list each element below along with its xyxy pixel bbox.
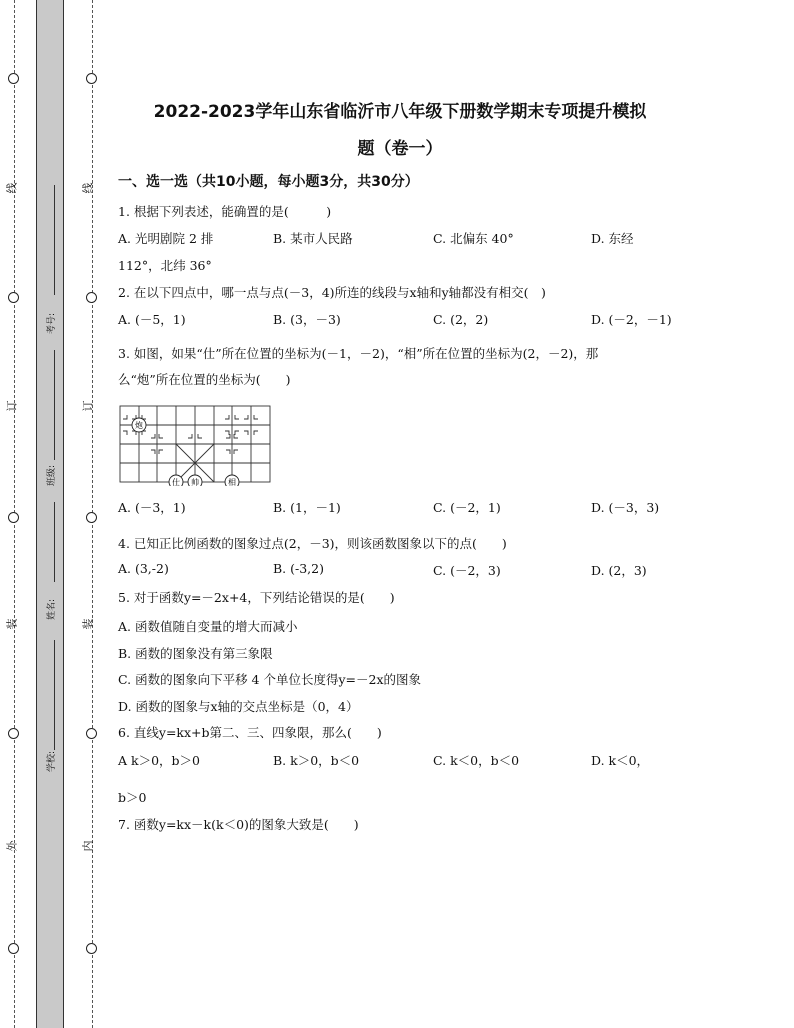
inner-margin-char: 订 [81,400,95,412]
binding-hole [8,728,19,739]
question-6-option-b[interactable]: B. k＞0，b＜0 [273,753,360,768]
binding-hole [86,292,97,303]
binding-band [36,0,64,1028]
question-2-option-b[interactable]: B. (3，－3) [273,312,341,327]
question-3-option-b[interactable]: B. (1，－1) [273,500,341,515]
question-5-option-c[interactable]: C. 函数的图象向下平移 4 个单位长度得y=－2x的图象 [118,672,422,687]
question-1-option-a[interactable]: A. 光明剧院 2 排 [118,231,214,246]
outer-margin-char: 订 [5,400,19,412]
inner-margin-char: 内 [81,840,95,852]
field-blank-class[interactable] [54,350,55,460]
question-4-option-c[interactable]: C. (－2，3) [433,563,501,578]
question-4-stem: 4. 已知正比例函数的图象过点(2，－3)，则该函数图象以下的点( ) [118,536,507,551]
question-2-stem: 2. 在以下四点中，哪一点与点(－3，4)所连的线段与x轴和y轴都没有相交( ) [118,285,546,300]
field-label-class: 班级: [47,464,57,486]
binding-hole [8,73,19,84]
question-6-option-a[interactable]: A k＞0，b＞0 [118,753,200,768]
piece-xiang: 相 [228,478,236,486]
question-6-stem: 6. 直线y=kx+b第二、三、四象限，那么( ) [118,725,382,740]
question-2-option-d[interactable]: D. (－2，－1) [591,312,672,327]
question-2-option-c[interactable]: C. (2，2) [433,312,489,327]
field-label-school: 学校: [47,750,57,772]
outer-margin-char: 装 [5,618,19,630]
question-6-option-d[interactable]: D. k＜0， [591,753,650,768]
question-3-option-d[interactable]: D. (－3，3) [591,500,660,515]
question-5-option-b[interactable]: B. 函数的图象没有第三象限 [118,646,273,661]
question-2-option-a[interactable]: A. (－5，1) [118,312,186,327]
question-5-option-d[interactable]: D. 函数的图象与x轴的交点坐标是（0，4） [118,699,359,714]
chinese-chess-board [118,404,272,486]
piece-shuai: 帅 [191,478,199,486]
binding-hole [86,728,97,739]
question-4-option-d[interactable]: D. (2，3) [591,563,647,578]
question-1-option-d-cont: 112°，北纬 36° [118,258,212,273]
question-3-stem-line2: 么“炮”所在位置的坐标为( ) [118,372,291,387]
binding-hole [8,292,19,303]
question-4-option-a[interactable]: A. (3,-2) [118,561,169,576]
question-3-option-c[interactable]: C. (－2，1) [433,500,501,515]
field-label-exam-number: 考号: [47,312,57,334]
question-1-stem: 1. 根据下列表述，能确置的是( ) [118,204,332,219]
section-heading: 一、选一选（共10小题，每小题3分，共30分） [118,174,419,190]
binding-hole [86,512,97,523]
outer-margin-char: 外 [5,840,19,852]
question-5-option-a[interactable]: A. 函数值随自变量的增大而减小 [118,619,298,634]
binding-hole [8,943,19,954]
question-1-option-b[interactable]: B. 某市人民路 [273,231,353,246]
inner-margin-char: 装 [81,618,95,630]
question-6-option-d-cont: b＞0 [118,790,147,805]
question-6-option-c[interactable]: C. k＜0，b＜0 [433,753,520,768]
binding-hole [8,512,19,523]
piece-shi: 仕 [172,478,180,486]
question-1-option-d[interactable]: D. 东经 [591,231,634,246]
field-blank-school[interactable] [54,640,55,750]
page-title: 2022-2023学年山东省临沂市八年级下册数学期末专项提升模拟 [153,102,647,122]
inner-margin-char: 线 [81,182,95,194]
binding-hole [86,943,97,954]
question-4-option-b[interactable]: B. (-3,2) [273,561,324,576]
page-title-line2: 题（卷一） [357,139,443,159]
question-3-option-a[interactable]: A. (－3，1) [118,500,186,515]
binding-hole [86,73,97,84]
piece-pao: 炮 [135,421,143,430]
field-blank-name[interactable] [54,502,55,582]
question-5-stem: 5. 对于函数y=－2x+4，下列结论错误的是( ) [118,590,395,605]
field-blank-exam-number[interactable] [54,185,55,295]
question-7-stem: 7. 函数y=kx－k(k＜0)的图象大致是( ) [118,817,359,832]
outer-margin-char: 线 [5,182,19,194]
field-label-name: 姓名: [47,598,57,620]
question-1-option-c[interactable]: C. 北偏东 40° [433,231,514,246]
question-3-stem: 3. 如图，如果“仕”所在位置的坐标为(－1，－2)，“相”所在位置的坐标为(2，－2)，那 [118,346,599,361]
